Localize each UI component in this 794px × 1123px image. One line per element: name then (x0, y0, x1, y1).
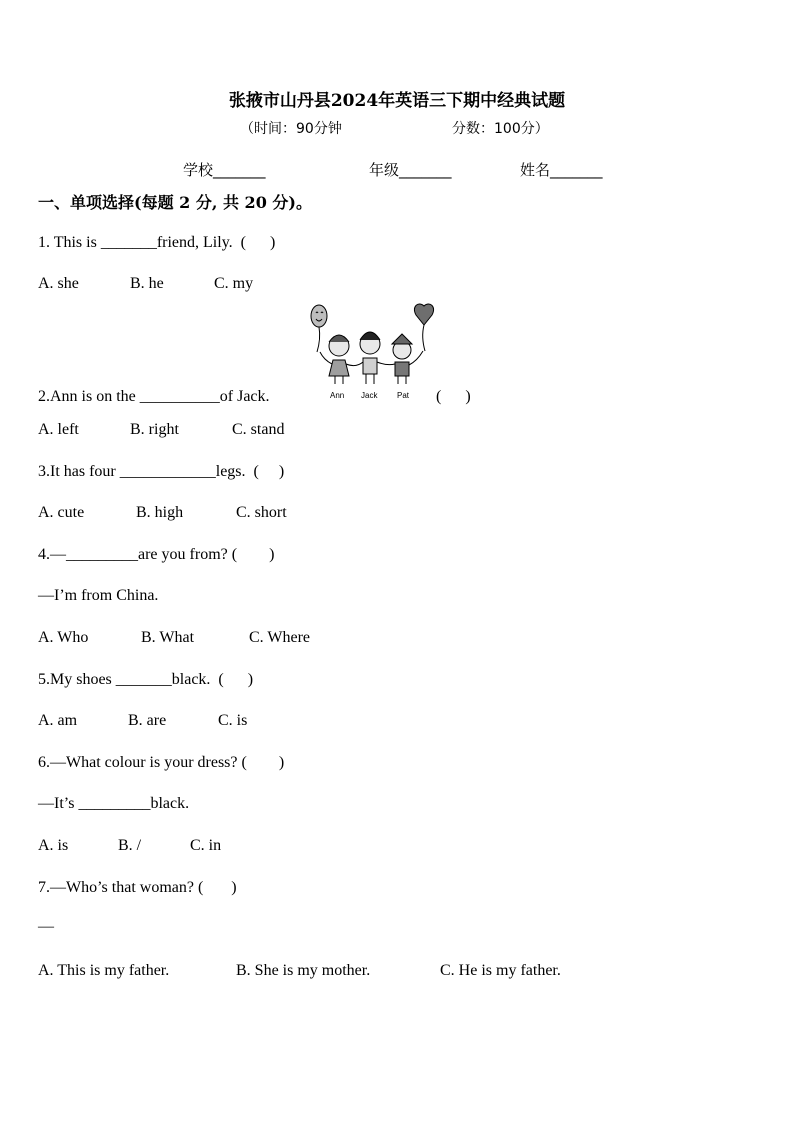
question-3-stem: 3.It has four ____________legs. ( ) (38, 463, 285, 480)
question-2-option-a: A. left (38, 421, 79, 438)
question-5-option-b: B. are (128, 712, 167, 729)
question-4-option-c: C. Where (249, 629, 311, 646)
page-title: 张掖市山丹县2024年英语三下期中经典试题 (228, 91, 566, 111)
question-4-option-a: A. Who (38, 629, 89, 646)
question-6-option-a: A. is (38, 837, 69, 854)
question-7-option-b: B. She is my mother. (236, 962, 371, 979)
question-7-option-c: C. He is my father. (440, 962, 561, 979)
question-7-stem: 7.—Who’s that woman? ( ) (38, 879, 237, 896)
question-7-option-a: A. This is my father. (38, 962, 170, 979)
exam-time: （时间：90分钟 (240, 121, 342, 137)
question-6-dialog: —It’s _________black. (38, 795, 190, 812)
question-4-option-b: B. What (141, 629, 195, 646)
question-6-option-c: C. in (190, 837, 222, 854)
question-4-dialog: —I’m from China. (38, 587, 159, 604)
question-3-option-c: C. short (236, 504, 287, 521)
question-1-option-a: A. she (38, 275, 79, 292)
question-2-option-c: C. stand (232, 421, 285, 438)
question-1-option-b: B. he (130, 275, 164, 292)
question-4-stem: 4.—_________are you from? ( ) (38, 546, 275, 563)
name-field: 姓名_______ (520, 161, 603, 179)
question-5-option-c: C. is (218, 712, 248, 729)
question-1-option-c: C. my (214, 275, 254, 292)
figure-label-pat: Pat (397, 391, 410, 400)
question-6-option-b: B. / (118, 837, 142, 854)
question-5-option-a: A. am (38, 712, 78, 729)
exam-score: 分数：100分） (452, 121, 549, 137)
grade-field: 年级_______ (369, 161, 452, 179)
question-2-bracket: ( ) (436, 388, 471, 405)
school-field: 学校_______ (183, 161, 266, 179)
children-illustration (306, 302, 440, 402)
figure-label-jack: Jack (361, 391, 378, 400)
section-heading: 一、单项选择(每题 2 分, 共 20 分)。 (38, 193, 312, 212)
question-5-stem: 5.My shoes _______black. ( ) (38, 671, 254, 688)
figure-label-ann: Ann (330, 391, 345, 400)
question-6-stem: 6.—What colour is your dress? ( ) (38, 754, 285, 771)
question-2-stem: 2.Ann is on the __________of Jack. (38, 388, 270, 405)
question-7-dialog: — (38, 918, 54, 935)
question-3-option-a: A. cute (38, 504, 85, 521)
question-3-option-b: B. high (136, 504, 184, 521)
question-2-option-b: B. right (130, 421, 179, 438)
question-1-stem: 1. This is _______friend, Lily. ( ) (38, 234, 276, 251)
